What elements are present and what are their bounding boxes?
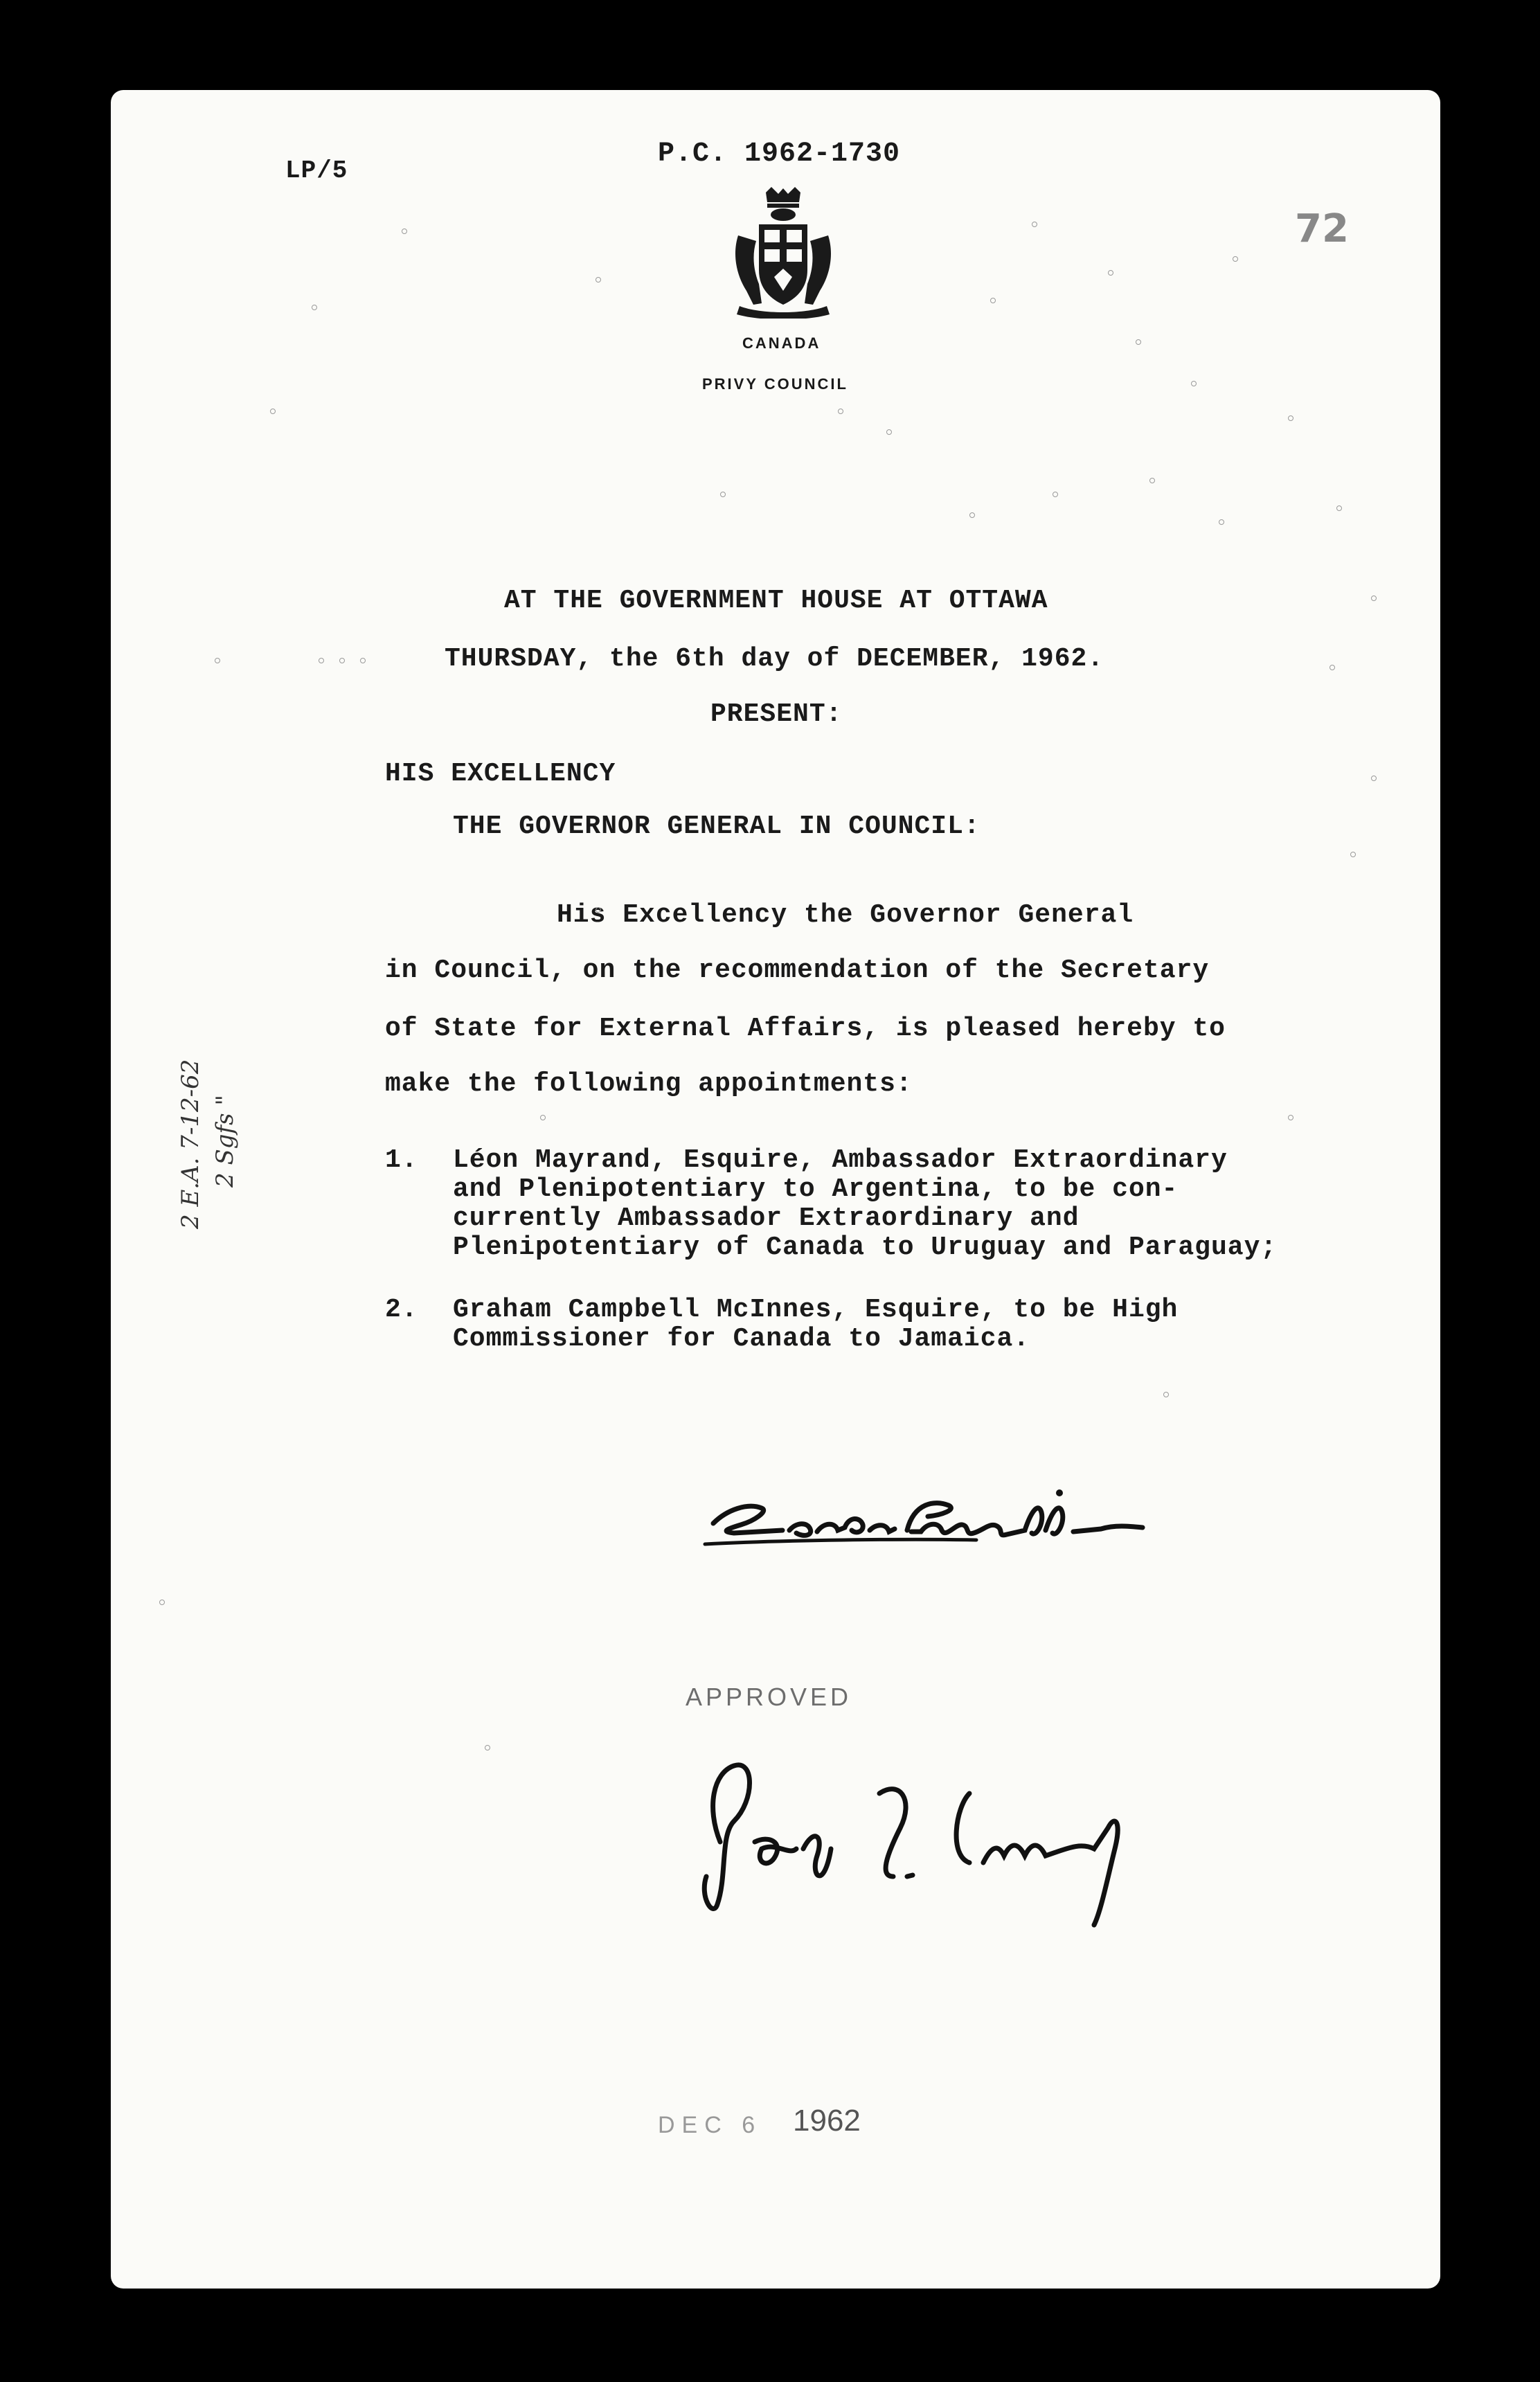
signature-governor-general <box>651 1738 1177 1946</box>
appointment-line: Commissioner for Canada to Jamaica. <box>453 1324 1030 1354</box>
signature-pm <box>699 1482 1170 1558</box>
approved-stamp: APPROVED <box>686 1683 852 1711</box>
document-page <box>111 90 1440 2289</box>
appointment-line: currently Ambassador Extraordinary and <box>453 1203 1080 1233</box>
appointment-line: and Plenipotentiary to Argentina, to be con- <box>453 1174 1179 1204</box>
coat-of-arms-icon <box>726 187 841 319</box>
appointment-number: 2. <box>385 1295 418 1325</box>
crest-caption-canada: CANADA <box>742 334 821 352</box>
date-stamp-month-day: DEC 6 <box>658 2112 762 2138</box>
salutation-line-1: HIS EXCELLENCY <box>385 759 616 789</box>
present-label: PRESENT: <box>710 699 843 729</box>
appointment-line: Graham Campbell McInnes, Esquire, to be High <box>453 1295 1179 1325</box>
margin-annotation <box>177 966 253 1229</box>
margin-annotation-line-2: 2 Sgfs " <box>211 1095 239 1188</box>
margin-annotation-line-1: 2 E.A. 7-12-62 <box>177 1059 204 1229</box>
file-reference: LP/5 <box>285 156 348 185</box>
meeting-place: AT THE GOVERNMENT HOUSE AT OTTAWA <box>504 586 1048 616</box>
crest-caption-privy-council: PRIVY COUNCIL <box>702 375 848 393</box>
date-stamp-year: 1962 <box>793 2104 861 2138</box>
appointment-line: Plenipotentiary of Canada to Uruguay and Paraguay; <box>453 1233 1278 1262</box>
appointment-number: 1. <box>385 1145 418 1175</box>
order-number: P.C. 1962-1730 <box>658 138 901 170</box>
body-line: make the following appointments: <box>385 1069 913 1099</box>
salutation-line-2: THE GOVERNOR GENERAL IN COUNCIL: <box>453 812 981 841</box>
body-line: His Excellency the Governor General <box>557 900 1134 930</box>
body-line: in Council, on the recommendation of the Secretary <box>385 956 1210 985</box>
appointment-line: Léon Mayrand, Esquire, Ambassador Extraordinary <box>453 1145 1228 1175</box>
meeting-date: THURSDAY, the 6th day of DECEMBER, 1962. <box>445 644 1104 674</box>
body-line: of State for External Affairs, is pleased hereby to <box>385 1014 1226 1044</box>
page-number: 72 <box>1295 206 1349 251</box>
